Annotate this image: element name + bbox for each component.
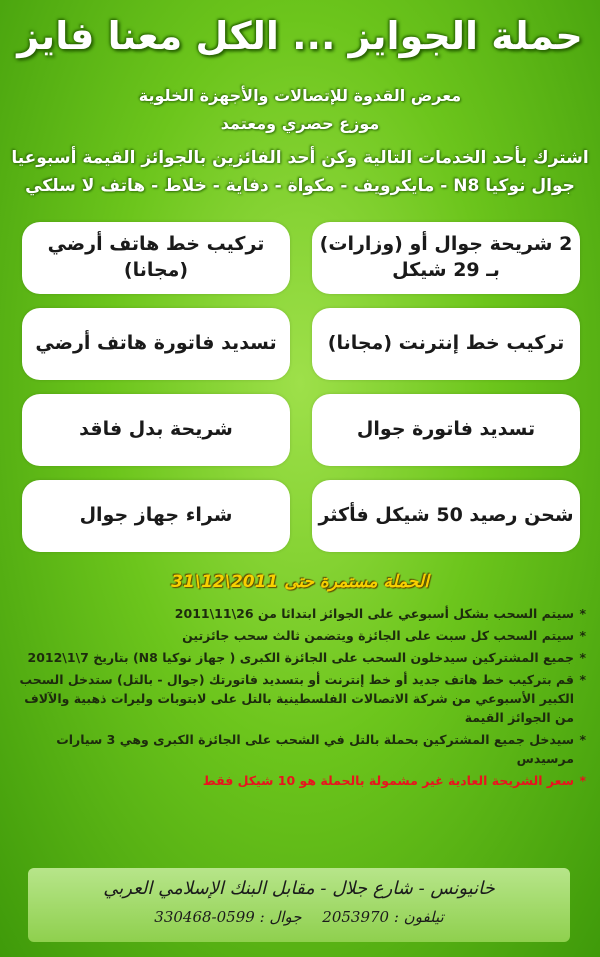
service-label: بـ 29 شيكل [392, 259, 500, 281]
service-card-sim-replacement [22, 394, 290, 466]
list-item: * سيتم السحب بشكل أسبوعي على الجوائز ابتدائا من 26\11\2011 [174, 606, 586, 621]
campaign-end-date: الحملة مستمرة حتى 2011\12\31 [171, 572, 429, 592]
service-label: 2 شريحة جوال أو (وزارات) [319, 233, 573, 256]
list-item-warning: * سعر الشريحة العادية غير مشمولة بالحملة هو 10 شيكل فقط [202, 773, 586, 788]
subscribe-text: اشترك بأحد الخدمات التالية وكن أحد الفائزين بالجوائز القيمة أسبوعيا [11, 148, 589, 168]
bullet: * [579, 773, 586, 788]
store-name: معرض القدوة للإتصالات والأجهزة الخلوية [138, 86, 462, 105]
list-item: * جميع المشتركين سيدخلون السحب على الجائزة الكبرى ( جهاز نوكيا N8) بتاريخ 7\1\2012 [27, 650, 586, 665]
service-label: (مجانا) [123, 259, 189, 281]
service-card-topup [312, 480, 580, 552]
list-item: * قم بتركيب خط هاتف جديد أو خط إنترنت أو بتسديد فاتورتك (جوال - بالتل) ستدخل السحب الكبير الأسبوعي من شركة الاتصالات الفلسطينية بالتل على لابتوبات وليرات ذهبية والآلاف من الجوائز القيمة [19, 672, 586, 725]
service-card-sim [312, 222, 580, 294]
service-label: تسديد فاتورة جوال [356, 418, 536, 441]
bullet: * [579, 650, 586, 665]
service-label: شريحة بدل فاقد [79, 418, 233, 441]
service-card-buy-phone [22, 480, 290, 552]
distributor-label: موزع حصري ومعتمد [220, 114, 380, 133]
bullet: * [579, 672, 586, 687]
service-label: تسديد فاتورة هاتف أرضي [35, 332, 277, 355]
bullet: * [579, 732, 586, 747]
bullet: * [579, 628, 586, 643]
bullet: * [579, 606, 586, 621]
service-card-mobile-bill [312, 394, 580, 466]
service-card-internet [312, 308, 580, 380]
contact-numbers [28, 908, 570, 926]
service-label: شراء جهاز جوال [79, 504, 233, 527]
contact-box [28, 868, 570, 942]
list-item: * سيتم السحب كل سبت على الجائزة ويتضمن ثالث سحب جائزتين [182, 628, 586, 643]
phone-number: تيلفون : 2053970 [322, 908, 444, 926]
mobile-number: جوال : 0599-330468 [154, 908, 302, 926]
service-card-landline [22, 222, 290, 294]
store-address: خانيونس - شارع جلال - مقابل البنك الإسلامي العربي [103, 878, 495, 899]
service-label: تركيب خط إنترنت (مجانا) [327, 332, 565, 355]
list-item: * سيدخل جميع المشتركين بحملة بالتل في الشحب على الجائزة الكبرى وهي 3 سيارات مرسيدس [56, 732, 586, 766]
prizes-list: جوال نوكيا N8 - مايكرويف - مكواة - دفاية - خلاط - هاتف لا سلكي [25, 176, 575, 196]
page-title: حملة الجوايز ... الكل معنا فايز [17, 14, 583, 58]
service-label: شحن رصيد 50 شيكل فأكثر [318, 504, 574, 527]
service-label: تركيب خط هاتف أرضي [47, 233, 265, 256]
terms-list [12, 604, 586, 793]
service-card-landline-bill [22, 308, 290, 380]
